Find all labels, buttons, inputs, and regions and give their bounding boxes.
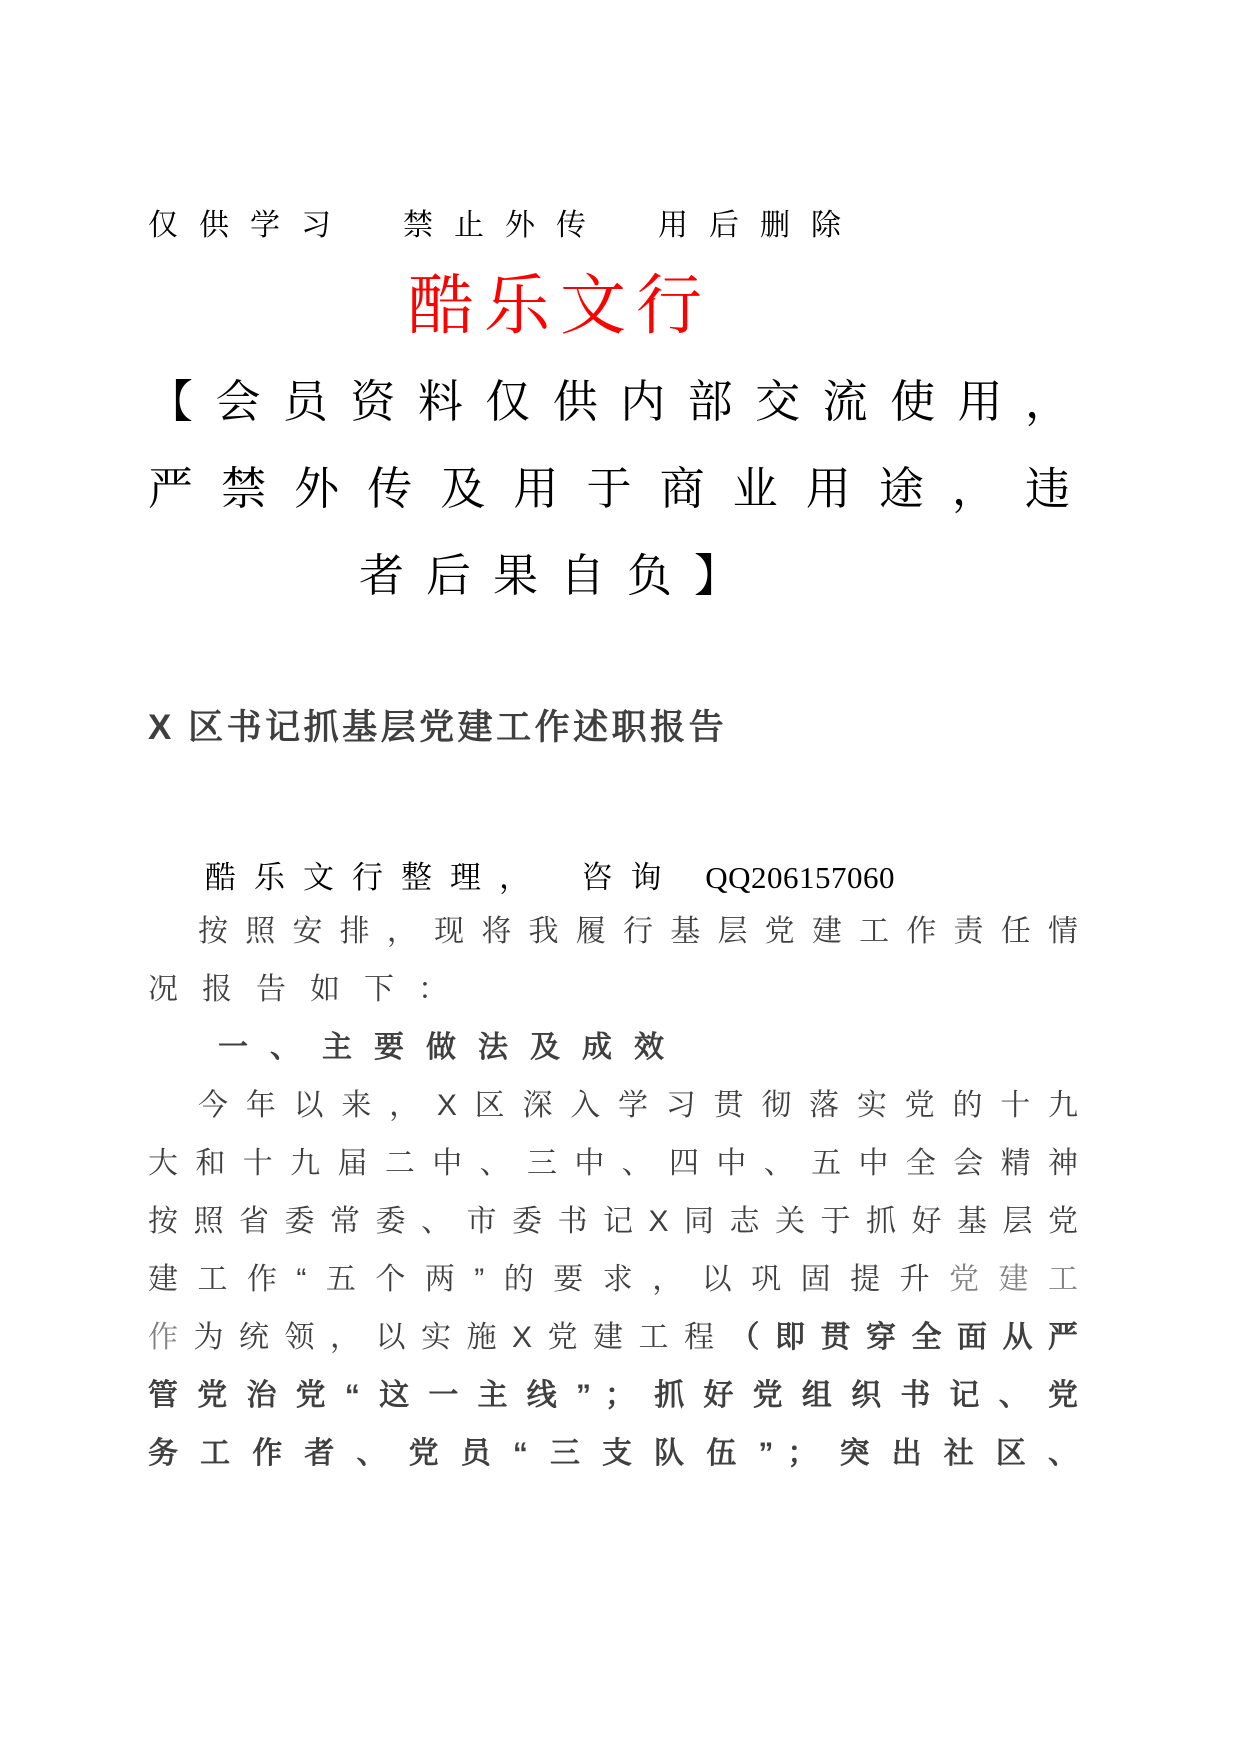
- paragraph-line: [148, 1425, 1092, 1483]
- body-text-segment: 为统领，以实施X党建工程: [193, 1321, 730, 1354]
- section-heading-line: [148, 1019, 1092, 1077]
- section-heading-text: 一、主要做法及成效: [218, 1031, 686, 1064]
- source-text: 酷乐文行整理， 咨询: [205, 860, 706, 895]
- paragraph-line: [148, 1077, 1092, 1135]
- member-notice-line: 严禁外传及用于商业用途，违: [148, 463, 1092, 514]
- brand-title: 酷乐文行: [408, 268, 712, 342]
- body-text-segment-bold: 务工作者、党员“三支队伍”；突出社区、: [148, 1437, 1092, 1470]
- member-notice-block: [148, 358, 1092, 619]
- paragraph-line: [148, 961, 1092, 1019]
- member-notice-line: 者后果自负】: [358, 550, 761, 601]
- report-body: [148, 903, 1092, 1483]
- paragraph-line: [148, 903, 1092, 961]
- member-notice-line: 【会员资料仅供内部交流使用，: [148, 376, 1092, 427]
- report-title: X 区书记抓基层党建工作述职报告: [148, 708, 728, 747]
- body-text-segment: 况报告如下：: [148, 973, 472, 1006]
- body-text-segment-bold: （即贯穿全面从严: [729, 1321, 1092, 1354]
- body-text-segment: 建工作“五个两”的要求，以巩固提升: [148, 1263, 950, 1296]
- body-text-segment-bold: 管党治党“这一主线”；抓好党组织书记、党: [148, 1379, 1092, 1412]
- body-text-segment-light: 作: [148, 1321, 194, 1354]
- body-text-segment: 今年以来，X区深入学习贯彻落实党的十九: [198, 1089, 1092, 1122]
- source-attribution-line: [205, 852, 895, 897]
- paragraph-line: [148, 1193, 1092, 1251]
- body-text-segment: 按照安排，现将我履行基层党建工作责任情: [198, 915, 1092, 948]
- qq-number: QQ206157060: [705, 860, 896, 895]
- paragraph-line: [148, 1135, 1092, 1193]
- body-text-segment: 按照省委常委、市委书记X同志关于抓好基层党: [148, 1205, 1092, 1238]
- paragraph-line: [148, 1309, 1092, 1367]
- body-text-segment-light: 党建工: [949, 1263, 1092, 1296]
- paragraph-line: [148, 1367, 1092, 1425]
- body-text-segment: 大和十九届二中、三中、四中、五中全会精神: [148, 1147, 1092, 1180]
- paragraph-line: [148, 1251, 1092, 1309]
- usage-notice: 仅供学习 禁止外传 用后删除: [148, 209, 862, 242]
